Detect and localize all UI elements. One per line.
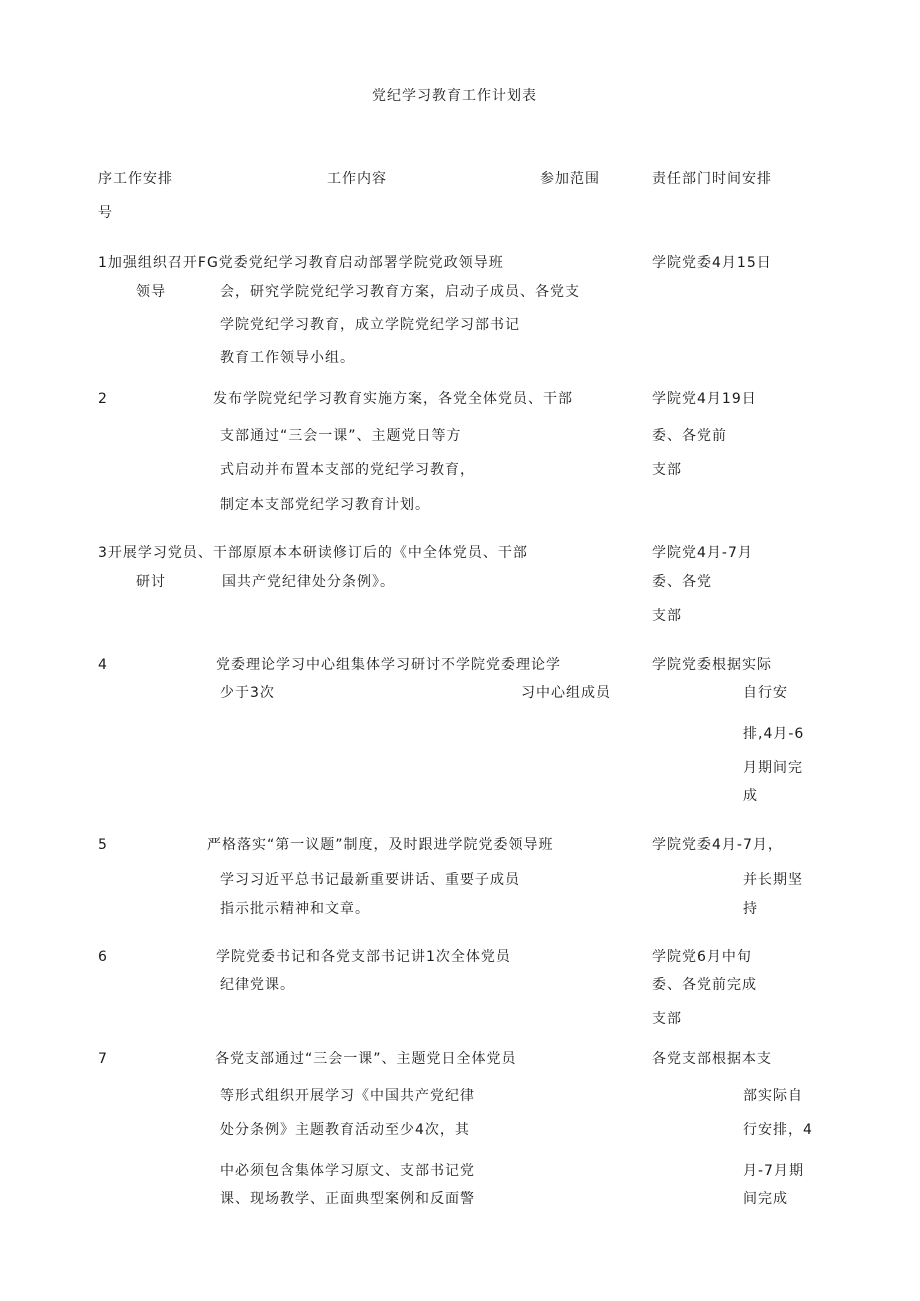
row-2-content-lead: 发布学院党纪学习教育实施方案，各党全体党员、干部: [213, 391, 573, 407]
header-work-content: 工作内容: [327, 171, 387, 187]
row-6-dept-time: 学院党6月中旬: [652, 949, 752, 965]
row-5-time-cont: 持: [743, 901, 758, 917]
row-4-time-cont: 月期间完: [743, 760, 803, 776]
row-4-time-cont: 自行安: [743, 685, 788, 701]
row-7-content-line: 等形式组织开展学习《中国共产党纪律: [220, 1088, 475, 1104]
row-5-content-line: 学习习近平总书记最新重要讲话、重要子成员: [220, 872, 520, 888]
row-4-content-line: 少于3次: [220, 685, 275, 701]
row-4-time-cont: 排,4月-6: [743, 726, 805, 742]
row-2-dept-time: 委、各党前: [652, 428, 727, 444]
row-7-number: 7: [98, 1051, 108, 1067]
row-7-dept-time: 各党支部根据本支: [652, 1051, 772, 1067]
row-5-dept-time: 学院党委4月-7月，: [652, 837, 783, 853]
row-3-arrangement-cont: 研讨: [136, 574, 166, 590]
row-4-scope-cont: 习中心组成员: [521, 685, 611, 701]
row-3-content-line: 国共产党纪律处分条例》。: [222, 574, 395, 590]
row-4-content-lead: 党委理论学习中心组集体学习研讨不学院党委理论学: [216, 657, 561, 673]
row-7-time-cont: 行安排，4: [743, 1122, 813, 1138]
row-7-content-line: 中必须包含集体学习原文、支部书记党: [220, 1163, 475, 1179]
header-dept-time: 责任部门时间安排: [652, 171, 772, 187]
header-no-work-arrangement: 序工作安排: [98, 171, 173, 187]
row-2-number: 2: [98, 391, 108, 407]
row-6-content-line: 纪律党课。: [220, 977, 295, 993]
row-6-dept-time: 委、各党前完成: [652, 977, 757, 993]
page-title: 党纪学习教育工作计划表: [372, 88, 537, 104]
row-6-content-lead: 学院党委书记和各党支部书记讲1次全体党员: [216, 949, 511, 965]
row-7-content-lead: 各党支部通过“三会一课”、主题党日全体党员: [215, 1051, 517, 1067]
row-1-content-line: 学院党纪学习教育，成立学院党纪学习部书记: [220, 317, 520, 333]
row-2-dept-time: 学院党4月19日: [652, 391, 757, 407]
row-2-content-line: 支部通过“三会一课”、主题党日等方: [220, 428, 462, 444]
row-4-dept-time: 学院党委根据实际: [652, 657, 772, 673]
row-5-content-lead: 严格落实“第一议题”制度，及时跟进学院党委领导班: [207, 837, 554, 853]
row-1-content-line: 教育工作领导小组。: [220, 350, 355, 366]
row-5-number: 5: [98, 837, 108, 853]
row-5-time-cont: 并长期坚: [743, 872, 803, 888]
row-1-arrangement-cont: 领导: [136, 284, 166, 300]
row-1-content-line: 会，研究学院党纪学习教育方案，启动子成员、各党支: [220, 284, 580, 300]
row-5-content-line: 指示批示精神和文章。: [220, 901, 370, 917]
row-6-dept-time: 支部: [652, 1011, 682, 1027]
row-7-content-line: 课、现场教学、正面典型案例和反面警: [220, 1191, 475, 1207]
row-7-time-cont: 月-7月期: [743, 1163, 804, 1179]
row-7-time-cont: 部实际自: [743, 1088, 803, 1104]
row-4-time-cont: 成: [743, 788, 758, 804]
header-scope: 参加范围: [540, 171, 600, 187]
row-3-dept-time: 学院党4月-7月: [652, 545, 753, 561]
row-3-dept-time: 委、各党: [652, 574, 712, 590]
row-1-dept-time: 学院党委4月15日: [652, 255, 772, 271]
row-7-time-cont: 间完成: [743, 1191, 788, 1207]
header-no-continued: 号: [98, 205, 113, 221]
row-3-dept-time: 支部: [652, 608, 682, 624]
row-7-content-line: 处分条例》主题教育活动至少4次，其: [220, 1122, 470, 1138]
row-2-content-line: 制定本支部党纪学习教育计划。: [220, 497, 430, 513]
row-3-lead-line: 3开展学习党员、干部原原本本研读修订后的《中全体党员、干部: [98, 545, 528, 561]
row-6-number: 6: [98, 949, 108, 965]
row-2-dept-time: 支部: [652, 462, 682, 478]
row-1-lead-line: 1加强组织召开FG党委党纪学习教育启动部署学院党政领导班: [98, 255, 504, 271]
row-2-content-line: 式启动并布置本支部的党纪学习教育，: [220, 462, 475, 478]
row-4-number: 4: [98, 657, 108, 673]
